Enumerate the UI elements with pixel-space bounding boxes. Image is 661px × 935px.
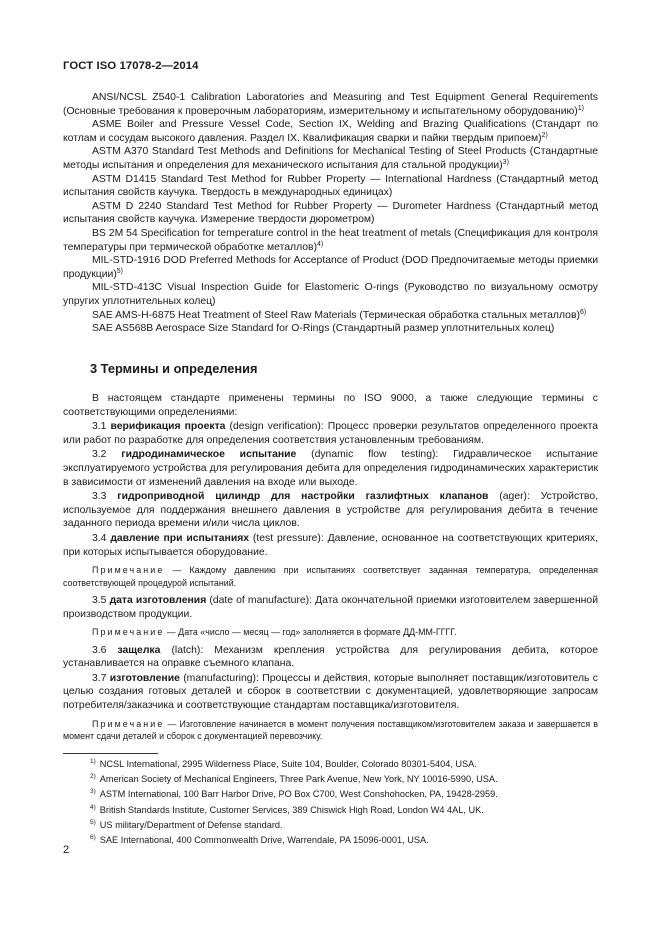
- note-3-4: Примечание — Каждому давлению при испытаниях соответствует заданная температура, определенная соответствующей процедурой испытаний.: [63, 565, 598, 588]
- term-3-2: 3.2 гидродинамическое испытание (dynamic flow testing): Гидравлическое испытание эксплуатируемого устройства для регулирования дебита для определения гидродинамических характеристик в зависимости от изменений давления на входе или выходе.: [63, 449, 598, 488]
- reference-item: ASTM D 2240 Standard Test Method for Rubber Property — Durometer Hardness (Стандартный метод испытания свойств каучука. Измерение твердости дюрометром): [63, 200, 598, 226]
- reference-item: ANSI/NCSL Z540-1 Calibration Laboratories and Measuring and Test Equipment General Requirements (Основные требования к проверочным лабораториям, измерительному и испытательному оборудованию)$^{1)}$: [63, 92, 598, 117]
- section-intro: В настоящем стандарте применены термины по ISO 9000, а также следующие термины с соответствующими определениями:: [63, 393, 598, 418]
- reference-item: ASTM A370 Standard Test Methods and Definitions for Mechanical Testing of Steel Products (Стандартные методы испытания и определения для механического испытания для стальной продукции)$^{3)}$: [63, 146, 598, 171]
- note-3-7: Примечание — Изготовление начинается в момент получения поставщиком/изготовителем заказа и завершается в момент сдачи деталей и сборок с документацией перевозчику.: [63, 718, 598, 741]
- term-3-7: 3.7 изготовление (manufacturing): Процессы и действия, которые выполняет поставщик/изготовитель с целью создания готовых деталей и сборок в соответствии с документацией, удовлетворяющие запросам потребителя/заказчика и соответствующие стандартам поставщика/изготовителя.: [63, 672, 598, 711]
- term-3-4: 3.4 давление при испытаниях (test pressure): Давление, основанное на соответствующих критериях, при которых испытывается оборудование.: [63, 532, 598, 558]
- footnote: $^{3)}$ ASTM International, 100 Barr Harbor Drive, PO Box C700, West Conshohocken, PA, 19428-2959.: [90, 788, 498, 800]
- term-3-5: 3.5 дата изготовления (date of manufacture): Дата окончательной приемки изготовителем завершенной производством продукции.: [63, 594, 599, 620]
- reference-item: MIL-STD-413C Visual Inspection Guide for Elastomeric O-rings (Руководство по визуальному осмотру упругих уплотнительных колец): [63, 282, 598, 307]
- running-header: ГОСТ ISO 17078-2—2014: [63, 60, 199, 72]
- reference-item: ASME Boiler and Pressure Vessel Code, Section IX, Welding and Brazing Qualifications (Стандарт по котлам и сосудам высокого давления. Раздел IX. Квалификация сварки и пайки твердым припоем)$^{2)}$: [63, 119, 598, 144]
- footnote-separator: [63, 753, 158, 754]
- note-3-5: Примечание — Дата «число — месяц — год» заполняется в формате ДД-ММ-ГГГГ.: [92, 627, 457, 638]
- page-number: 2: [63, 844, 70, 856]
- reference-item: ASTM D1415 Standard Test Method for Rubber Property — International Hardness (Стандартный метод испытания свойств каучука. Твердость в международных единицах): [63, 173, 598, 199]
- term-3-6: 3.6 защелка (latch): Механизм крепления устройства для регулирования дебита, которое устанавливается на оправке съемного клапана.: [63, 644, 598, 670]
- footnote: $^{4)}$ British Standards Institute, Customer Services, 389 Chiswick High Road, London W4 4AL, UK.: [90, 803, 484, 815]
- terms-section: [63, 392, 598, 747]
- footnote: $^{1)}$ NCSL International, 2995 Wilderness Place, Suite 104, Boulder, Colorado 80301-5404, USA.: [90, 758, 477, 769]
- term-3-1: 3.1 верификация проекта (design verification): Процесс проверки результатов определенного проекта или работ по разработке для определения соответствия установленным требованиям.: [63, 421, 598, 446]
- section-heading: 3 Термины и определения: [90, 361, 258, 376]
- reference-item: SAE AS568B Aerospace Size Standard for O-Rings (Стандартный размер уплотнительных колец): [92, 323, 555, 335]
- references-list: [63, 91, 598, 336]
- reference-item: SAE AMS-H-6875 Heat Treatment of Steel Raw Materials (Термическая обработка стальных металлов)$^{6)}$: [92, 308, 587, 321]
- footnote: $^{6)}$ SAE International, 400 Commonwealth Drive, Warrendale, PA 15096-0001, USA.: [90, 834, 429, 846]
- reference-item: MIL-STD-1916 DOD Preferred Methods for Acceptance of Product (DOD Предпочитаемые методы приемки продукции)$^{5)}$: [63, 255, 598, 280]
- term-3-3: 3.3 гидроприводной цилиндр для настройки газлифтных клапанов (ager): Устройство, используемое для поддержания внешнего давления в устройстве для регулирования дебита в течение заданного периода времени и/или числа циклов.: [63, 491, 598, 530]
- footnote: $^{2)}$ American Society of Mechanical Engineers, Three Park Avenue, New York, NY 10016-5990, USA.: [90, 773, 498, 785]
- footnote: $^{5)}$ US military/Department of Defense standard.: [90, 818, 283, 830]
- footnotes: [90, 757, 600, 848]
- reference-item: BS 2M 54 Specification for temperature control in the heat treatment of metals (Спецификация для контроля температуры при термической обработке металлов)$^{4)}$: [63, 227, 598, 253]
